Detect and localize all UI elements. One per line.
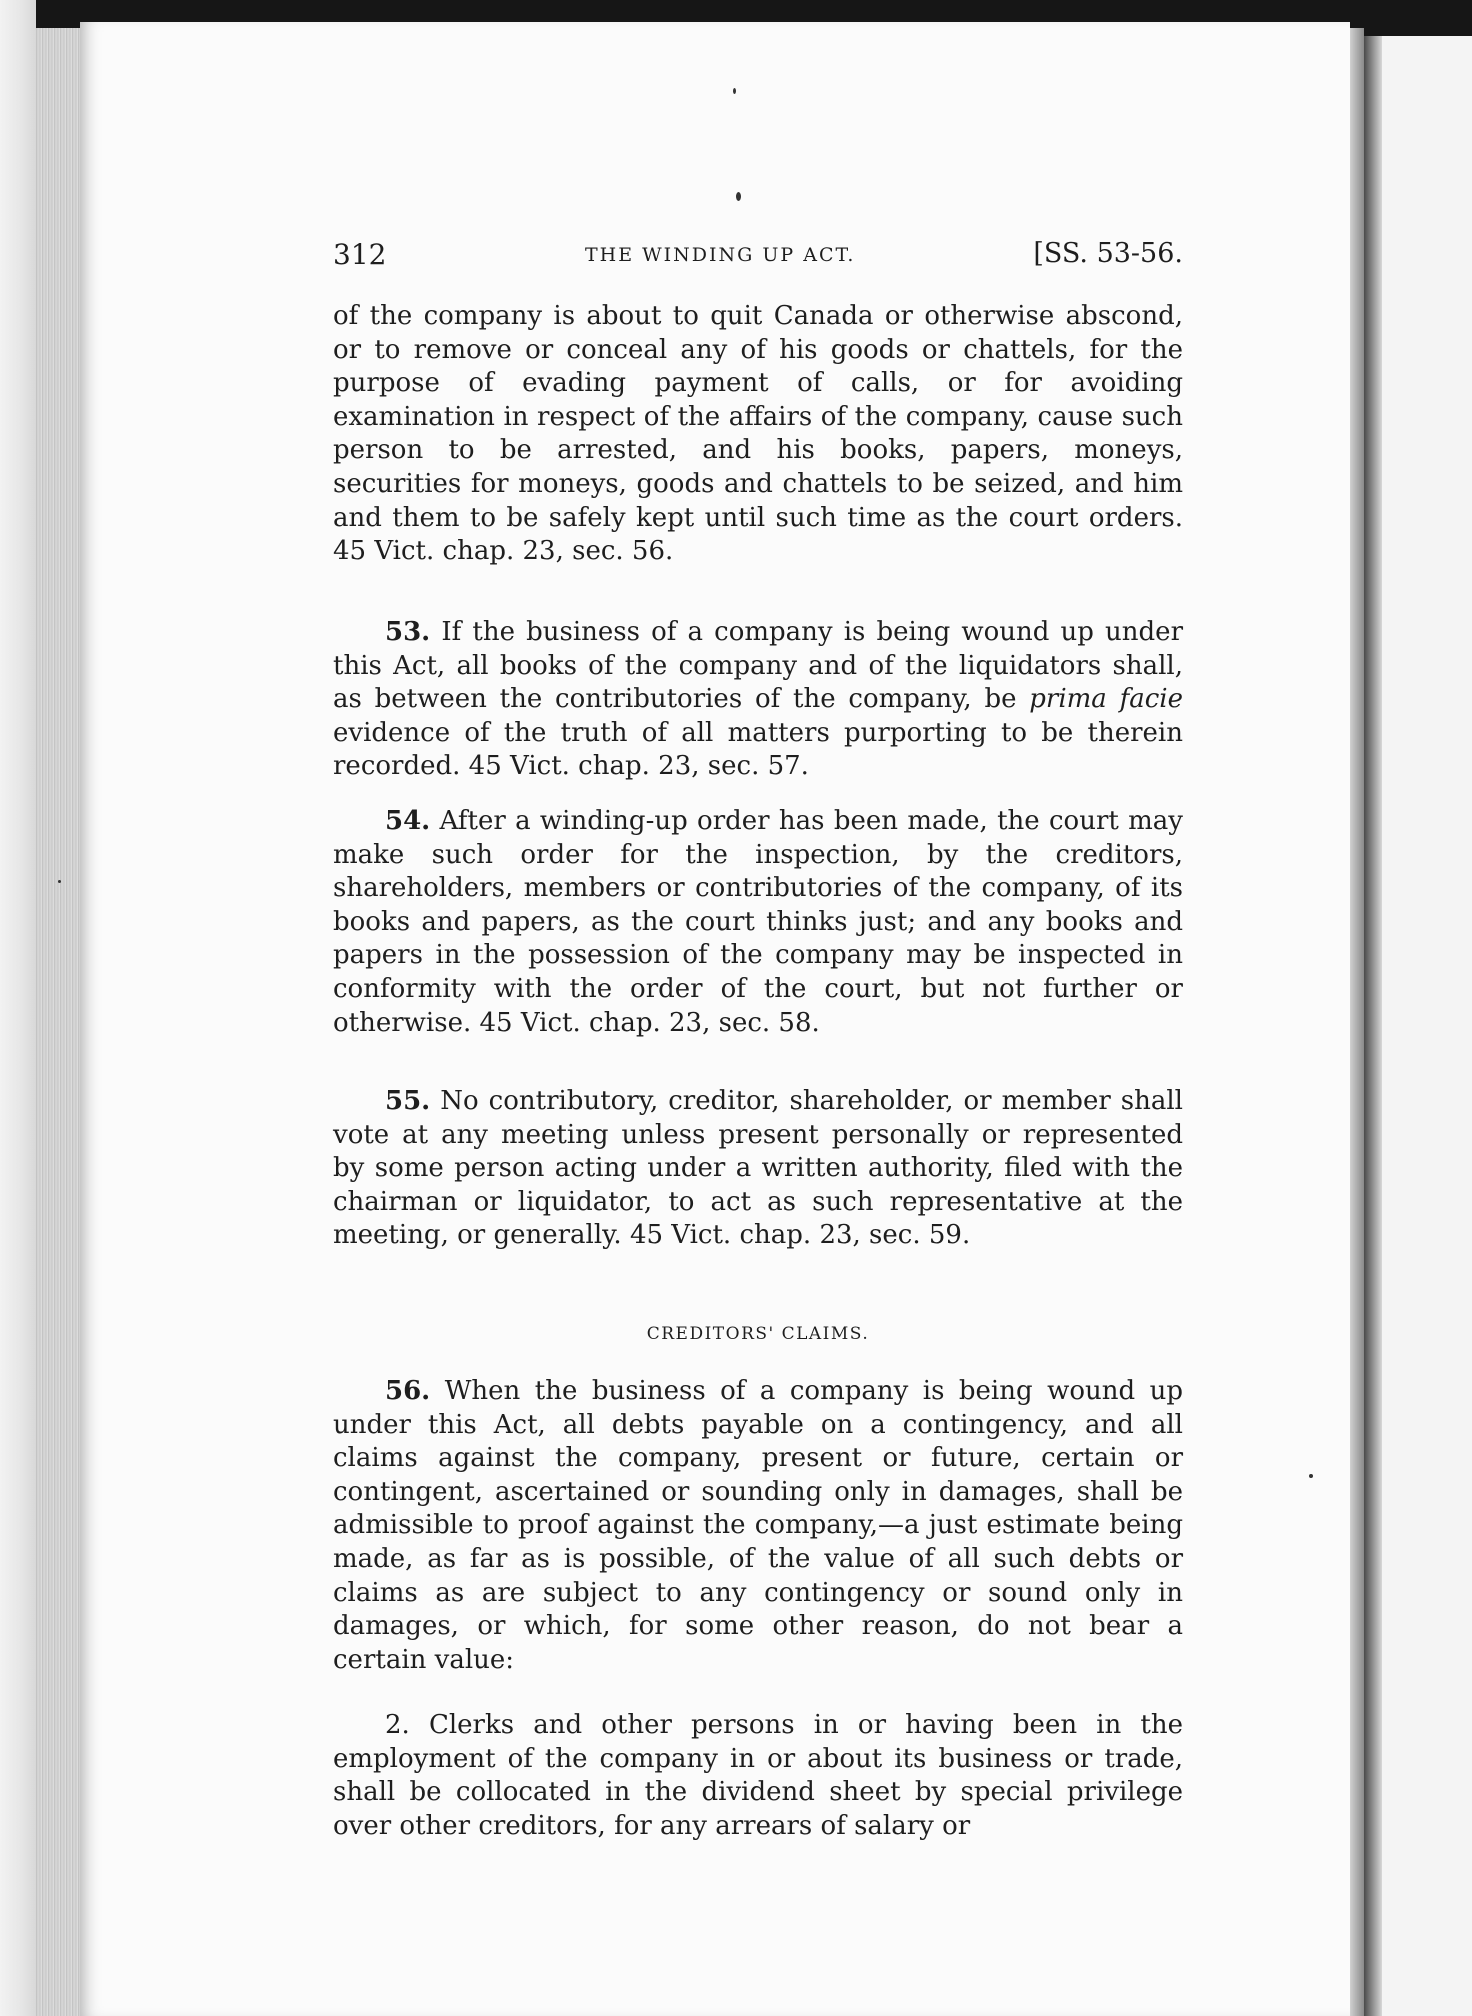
italic-term: prima facie (1029, 684, 1183, 715)
print-speck (1309, 1474, 1313, 1478)
section-53 (333, 616, 1183, 784)
left-margin-edge (0, 0, 36, 2016)
page-number: 312 (333, 238, 387, 271)
section-55 (333, 1085, 1183, 1253)
section-56 (333, 1375, 1183, 1677)
section-range: [SS. 53-56. (1033, 238, 1183, 269)
section-text: When the business of a company is being wound up under this Act, all debts payable on a contingency, and all claims against the company, present or future, certain or contingent, ascertained or sounding only in damages, shall be admissible to proof against the company,—a just estimate being made, as far as is possible, of the value of all such debts or claims as are subject to any contingency or sound only in damages, or which, for some other reason, do not bear a certain value: (333, 1376, 1183, 1675)
section-text: After a winding-up order has been made, the court may make such order for the inspection, by the creditors, shareholders, members or contributories of the company, of its books and papers, as the court thinks just; and any books and papers in the possession of the company may be inspected in conformity with the order of the court, but not further or otherwise. 45 Vict. chap. 23, sec. 58. (333, 806, 1183, 1038)
print-speck (58, 880, 61, 883)
section-text: If the business of a company is being wound up under this Act, all books of the company and of the liquidators shall, as between the contributories of the company, be (333, 617, 1183, 715)
section-number: 54. (385, 806, 431, 836)
section-number: 55. (385, 1086, 431, 1116)
book-gutter (1364, 36, 1382, 2016)
section-text: No contributory, creditor, shareholder, or member shall vote at any meeting unless present personally or represented by some person acting under a written authority, filed with the chairman or liquidator, to act as such representative at the meeting, or generally. 45 Vict. chap. 23, sec. 59. (333, 1086, 1183, 1251)
section-number: 53. (385, 617, 431, 647)
print-speck (733, 88, 736, 94)
running-title: THE WINDING UP ACT. (585, 244, 856, 266)
page-fold-shadow (1350, 28, 1364, 2016)
section-heading: CREDITORS' CLAIMS. (646, 1324, 870, 1344)
page-header (333, 238, 1183, 278)
continuation-paragraph: of the company is about to quit Canada or otherwise abscond, or to remove or conceal any of his goods or chattels, for the purpose of evading payment of calls, or for avoiding examination in respect of the affairs of the company, cause such person to be arrested, and his books, papers, moneys, securities for moneys, goods and chattels to be seized, and him and them to be safely kept until such time as the court orders. 45 Vict. chap. 23, sec. 56. (333, 301, 1183, 567)
section-text: evidence of the truth of all matters purporting to be therein recorded. 45 Vict. chap. 23, sec. 57. (333, 717, 1183, 782)
print-speck (736, 192, 741, 201)
section-54 (333, 805, 1183, 1040)
section-56-subsection-2: 2. Clerks and other persons in or having been in the employment of the company in or about its business or trade, shall be collocated in the dividend sheet by special privilege over other creditors, for any arrears of salary or (333, 1710, 1183, 1841)
section-number: 56. (385, 1376, 431, 1406)
